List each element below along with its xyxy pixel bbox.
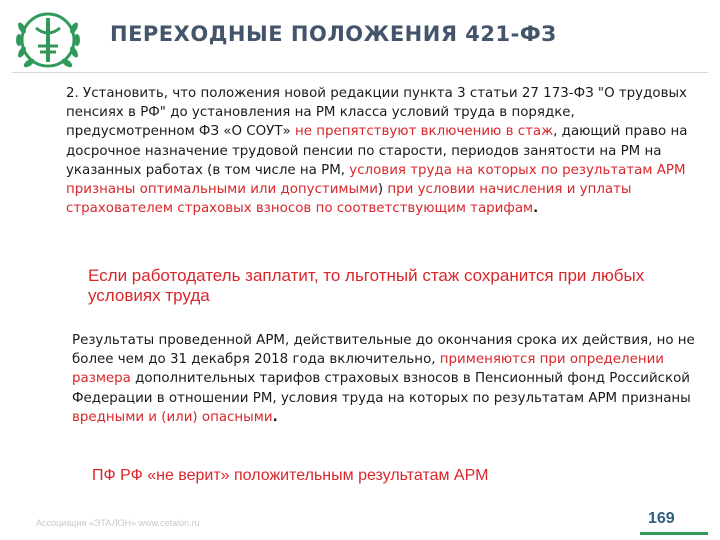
p2-text-c: дополнительных тарифов страховых взносов в Пенсионный фонд Российской Федерации в отношении РМ, условия труда на которых по результатам АРМ признаны	[72, 371, 691, 406]
header-divider	[12, 72, 708, 73]
p1-highlight-payment: при условии начисления и уплаты страхователем страховых взносов по соответствующим тарифам	[66, 182, 632, 217]
p1-text-g: .	[533, 201, 539, 217]
p1-highlight-conditions: условия труда на которых по результатам АРМ признаны оптимальными или допустимыми	[66, 162, 686, 198]
paragraph-arm-results	[72, 331, 702, 427]
p1-text-e: )	[377, 182, 388, 198]
p2-highlight-harmful: вредными и (или) опасными	[72, 409, 273, 425]
paragraph-transitional-provisions	[66, 84, 694, 218]
callout-pf-distrust: ПФ РФ «не верит» положительным результатам АРМ	[92, 467, 489, 484]
pension-fund-logo-icon	[12, 4, 84, 76]
p2-highlight-applied: применяются при определении размера	[72, 352, 664, 387]
p1-text-a: 2. Установить, что положения новой редакции пункта 3 статьи 27 173-ФЗ "О трудовых пенсиях в РФ" до установления на РМ класса условий труда в порядке, предусмотренном ФЗ «О СОУТ»	[66, 86, 687, 140]
page-title: ПЕРЕХОДНЫЕ ПОЛОЖЕНИЯ 421-ФЗ	[110, 22, 557, 46]
callout-employer-pays: Если работодатель заплатит, то льготный стаж сохранится при любых условиях труда	[88, 266, 645, 305]
footer-accent-line	[640, 532, 708, 535]
p1-text-c: , дающий право на досрочное назначение трудовой пенсии по старости, периодов занятости на РМ на указанных работах (в том числе на РМ,	[66, 124, 688, 178]
p2-text-a: Результаты проведенной АРМ, действительные до окончания срока их действия, но не более чем до 31 декабря 2018 года включительно,	[72, 333, 695, 368]
footer-association-text: Ассоциация «ЭТАЛОН» www.cetalon.ru	[36, 518, 200, 528]
page-number: 169	[648, 510, 675, 527]
p1-highlight-not-prevent: не препятствуют включению в стаж	[294, 124, 554, 140]
p2-text-e: .	[272, 409, 278, 425]
